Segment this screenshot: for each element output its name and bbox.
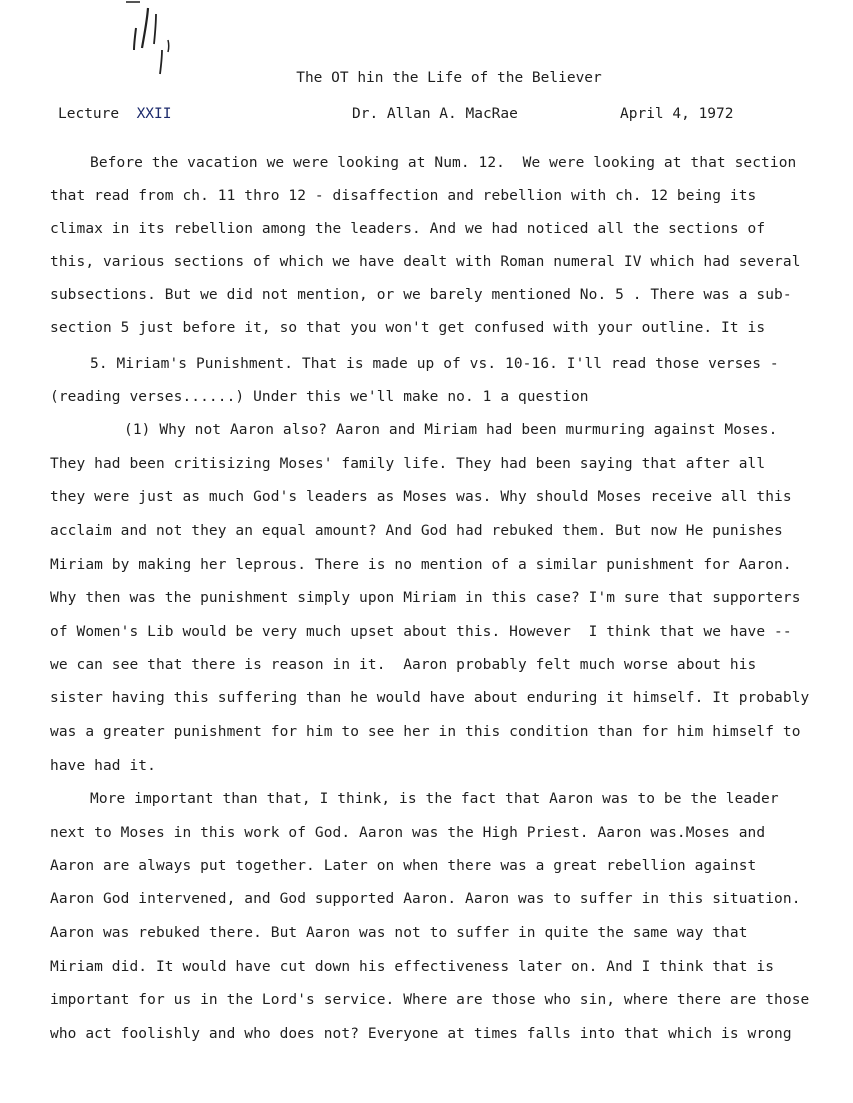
text-line: Miriam did. It would have cut down his effectiveness later on. And I think that is — [50, 959, 775, 975]
text-line: Why then was the punishment simply upon Miriam in this case? I'm sure that supporters — [50, 590, 801, 606]
text-line: section 5 just before it, so that you won't get confused with your outline. It is — [50, 320, 766, 336]
lecture-roman-numeral: XXII — [136, 106, 172, 122]
text-line: Aaron was rebuked there. But Aaron was not to suffer in quite the same way that — [50, 925, 748, 941]
date: April 4, 1972 — [620, 106, 734, 122]
text-line: acclaim and not they an equal amount? And God had rebuked them. But now He punishes — [50, 523, 783, 539]
text-line: of Women's Lib would be very much upset about this. However I think that we have -- — [50, 624, 792, 640]
document-title: The OT hin the Life of the Believer — [296, 70, 602, 86]
text-line: (reading verses......) Under this we'll make no. 1 a question — [50, 389, 589, 405]
text-line: climax in its rebellion among the leaders. And we had noticed all the sections of — [50, 221, 766, 237]
text-line: they were just as much God's leaders as Moses was. Why should Moses receive all this — [50, 489, 792, 505]
text-line: important for us in the Lord's service. Where are those who sin, where there are those — [50, 992, 810, 1008]
text-line: next to Moses in this work of God. Aaron was the High Priest. Aaron was.Moses and — [50, 825, 766, 841]
text-line: that read from ch. 11 thro 12 - disaffection and rebellion with ch. 12 being its — [50, 188, 757, 204]
text-line: was a greater punishment for him to see her in this condition than for him himself to — [50, 724, 801, 740]
text-line: Aaron God intervened, and God supported Aaron. Aaron was to suffer in this situation. — [50, 891, 801, 907]
author: Dr. Allan A. MacRae — [352, 106, 518, 122]
text-line: have had it. — [50, 758, 156, 774]
lecture-number — [58, 106, 172, 122]
text-line: Before the vacation we were looking at Num. 12. We were looking at that section — [90, 155, 797, 171]
text-line: They had been critisizing Moses' family life. They had been saying that after all — [50, 456, 766, 472]
text-line: this, various sections of which we have dealt with Roman numeral IV which had several — [50, 254, 801, 270]
lecture-label: Lecture — [58, 106, 120, 122]
text-line: who act foolishly and who does not? Everyone at times falls into that which is wrong — [50, 1026, 792, 1042]
text-line: we can see that there is reason in it. Aaron probably felt much worse about his — [50, 657, 757, 673]
text-line: 5. Miriam's Punishment. That is made up of vs. 10-16. I'll read those verses - — [90, 356, 779, 372]
text-line: Aaron are always put together. Later on when there was a great rebellion against — [50, 858, 757, 874]
text-line: sister having this suffering than he would have about enduring it himself. It probably — [50, 690, 810, 706]
text-line: (1) Why not Aaron also? Aaron and Miriam had been murmuring against Moses. — [124, 422, 778, 438]
text-line: More important than that, I think, is the fact that Aaron was to be the leader — [90, 791, 779, 807]
text-line: Miriam by making her leprous. There is no mention of a similar punishment for Aaron. — [50, 557, 792, 573]
text-line: subsections. But we did not mention, or we barely mentioned No. 5 . There was a sub- — [50, 287, 792, 303]
